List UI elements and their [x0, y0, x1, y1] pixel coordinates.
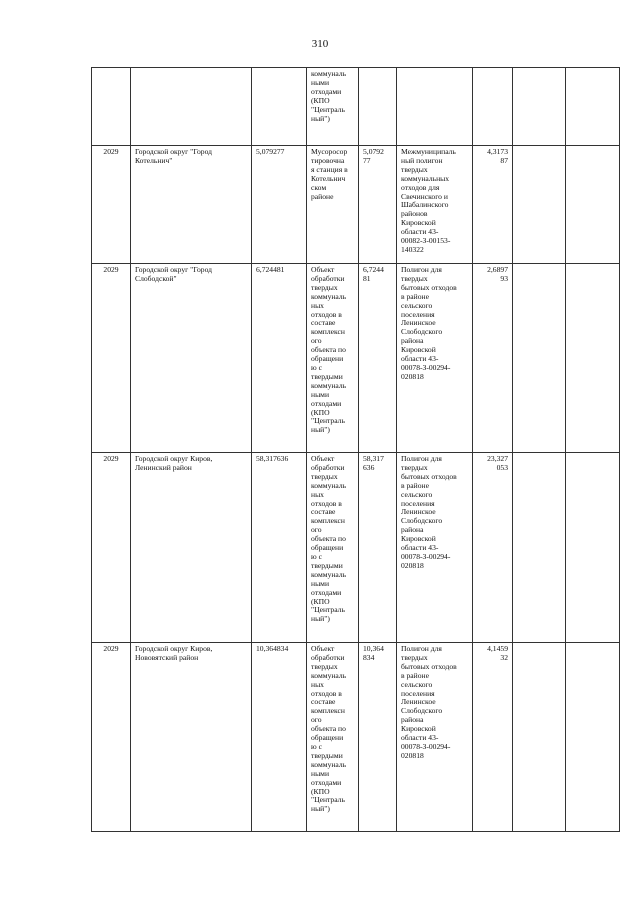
amount-cell: 58,317636	[252, 453, 307, 643]
facility-amount-cell: 58,317 636	[359, 453, 397, 643]
table-row	[92, 643, 620, 832]
facility-cell: Объект обработки твердых коммуналь ных отходов в составе комплексн ого объекта по обращени ю с твердыми коммуналь ными отходами (КПО "Централь ный")	[307, 643, 359, 832]
destination-cell: Полигон для твердых бытовых отходов в районе сельского поселения Ленинское Слободского района Кировской области 43- 00078-З-00294- 020818	[397, 264, 473, 453]
amount-cell: 5,079277	[252, 146, 307, 264]
destination-cell: Межмуниципаль ный полигон твердых коммунальных отходов для Свечинского и Шабалинского районов Кировской области 43- 00082-З-00153- 140322	[397, 146, 473, 264]
table-row	[92, 264, 620, 453]
page-number: 310	[311, 38, 329, 50]
year-cell	[92, 68, 131, 146]
data-table	[91, 67, 620, 832]
empty-cell	[513, 643, 566, 832]
facility-cell: Мусоросор тировочна я станция в Котельнич ском районе	[307, 146, 359, 264]
facility-cell: Объект обработки твердых коммуналь ных отходов в составе комплексн ого объекта по обращени ю с твердыми коммуналь ными отходами (КПО "Централь ный")	[307, 453, 359, 643]
facility-amount-cell: 6,7244 81	[359, 264, 397, 453]
destination-amount-cell: 23,327 053	[473, 453, 513, 643]
year-cell: 2029	[92, 146, 131, 264]
district-cell: Городской округ Киров, Нововятский район	[131, 643, 252, 832]
empty-cell	[513, 68, 566, 146]
destination-amount-cell: 4,3173 87	[473, 146, 513, 264]
destination-amount-cell: 2,6897 93	[473, 264, 513, 453]
empty-cell	[566, 146, 620, 264]
facility-amount-cell	[359, 68, 397, 146]
table-row	[92, 146, 620, 264]
empty-cell	[566, 264, 620, 453]
facility-cell: Объект обработки твердых коммуналь ных отходов в составе комплексн ого объекта по обращени ю с твердыми коммуналь ными отходами (КПО "Централь ный")	[307, 264, 359, 453]
facility-amount-cell: 5,0792 77	[359, 146, 397, 264]
destination-amount-cell	[473, 68, 513, 146]
amount-cell: 10,364834	[252, 643, 307, 832]
year-cell: 2029	[92, 643, 131, 832]
amount-cell: 6,724481	[252, 264, 307, 453]
table-row	[92, 453, 620, 643]
amount-cell	[252, 68, 307, 146]
destination-cell: Полигон для твердых бытовых отходов в районе сельского поселения Ленинское Слободского района Кировской области 43- 00078-З-00294- 020818	[397, 453, 473, 643]
year-cell: 2029	[92, 264, 131, 453]
facility-amount-cell: 10,364 834	[359, 643, 397, 832]
empty-cell	[566, 68, 620, 146]
empty-cell	[513, 264, 566, 453]
district-cell: Городской округ "Город Котельнич"	[131, 146, 252, 264]
empty-cell	[566, 453, 620, 643]
facility-cell: коммуналь ными отходами (КПО "Централь ный")	[307, 68, 359, 146]
empty-cell	[566, 643, 620, 832]
year-cell: 2029	[92, 453, 131, 643]
empty-cell	[513, 453, 566, 643]
destination-cell: Полигон для твердых бытовых отходов в районе сельского поселения Ленинское Слободского района Кировской области 43- 00078-З-00294- 020818	[397, 643, 473, 832]
table-row	[92, 68, 620, 146]
empty-cell	[513, 146, 566, 264]
district-cell: Городской округ "Город Слободской"	[131, 264, 252, 453]
district-cell	[131, 68, 252, 146]
district-cell: Городской округ Киров, Ленинский район	[131, 453, 252, 643]
destination-amount-cell: 4,1459 32	[473, 643, 513, 832]
destination-cell	[397, 68, 473, 146]
